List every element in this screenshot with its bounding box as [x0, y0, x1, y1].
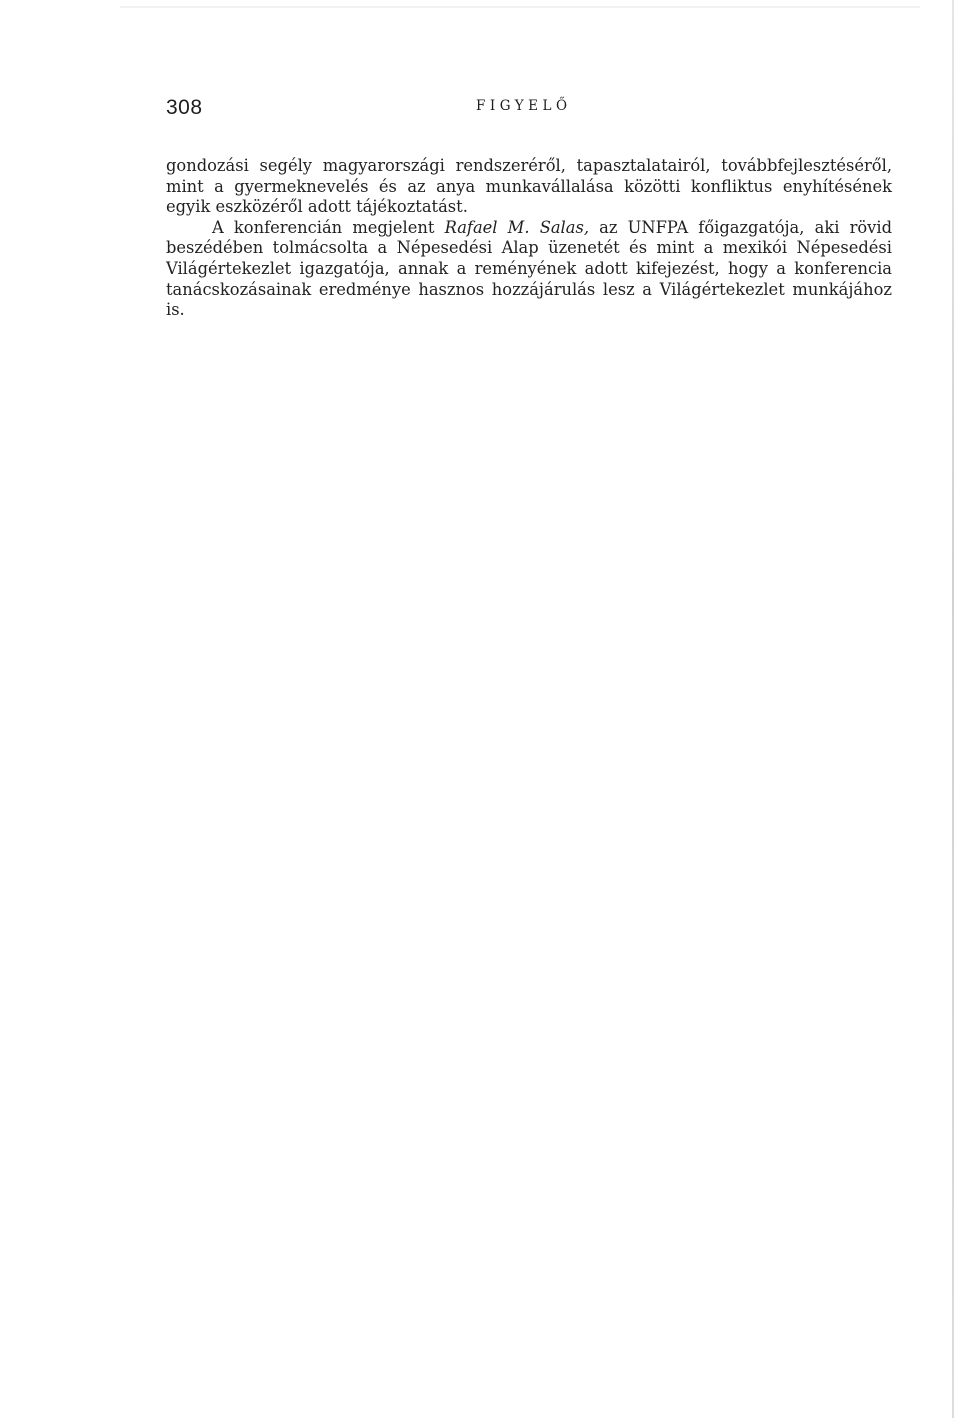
- paragraph-rest: az UNFPA főigazgatója, aki rövid beszédében tolmácsolta a Népesedési Alap üzenetét és mint a mexikói Népesedési Világértekezlet igazgatója, annak a reményének adott kifejezést, hogy a konferencia tanácskozásainak eredménye hasznos hozzájárulás lesz a Világértekezlet munkájához is.: [166, 217, 892, 320]
- page-edge: [952, 0, 954, 1418]
- paragraph-continuation: gondozási segély magyarországi rendszeréről, tapasztalatairól, továbbfejlesztéséről, mint a gyermeknevelés és az anya munkavállalása közötti konfliktus enyhítésének egyik eszközéről adott tájékoztatást.: [166, 156, 892, 217]
- scan-artifact: [120, 6, 920, 8]
- paragraph-lead: A konferencián megjelent: [212, 217, 445, 237]
- paragraph-conference: [166, 218, 892, 321]
- running-title: FIGYELŐ: [476, 98, 572, 114]
- page-number: 308: [166, 96, 203, 119]
- body-text: [166, 156, 892, 321]
- person-name: Rafael M. Salas,: [444, 217, 589, 237]
